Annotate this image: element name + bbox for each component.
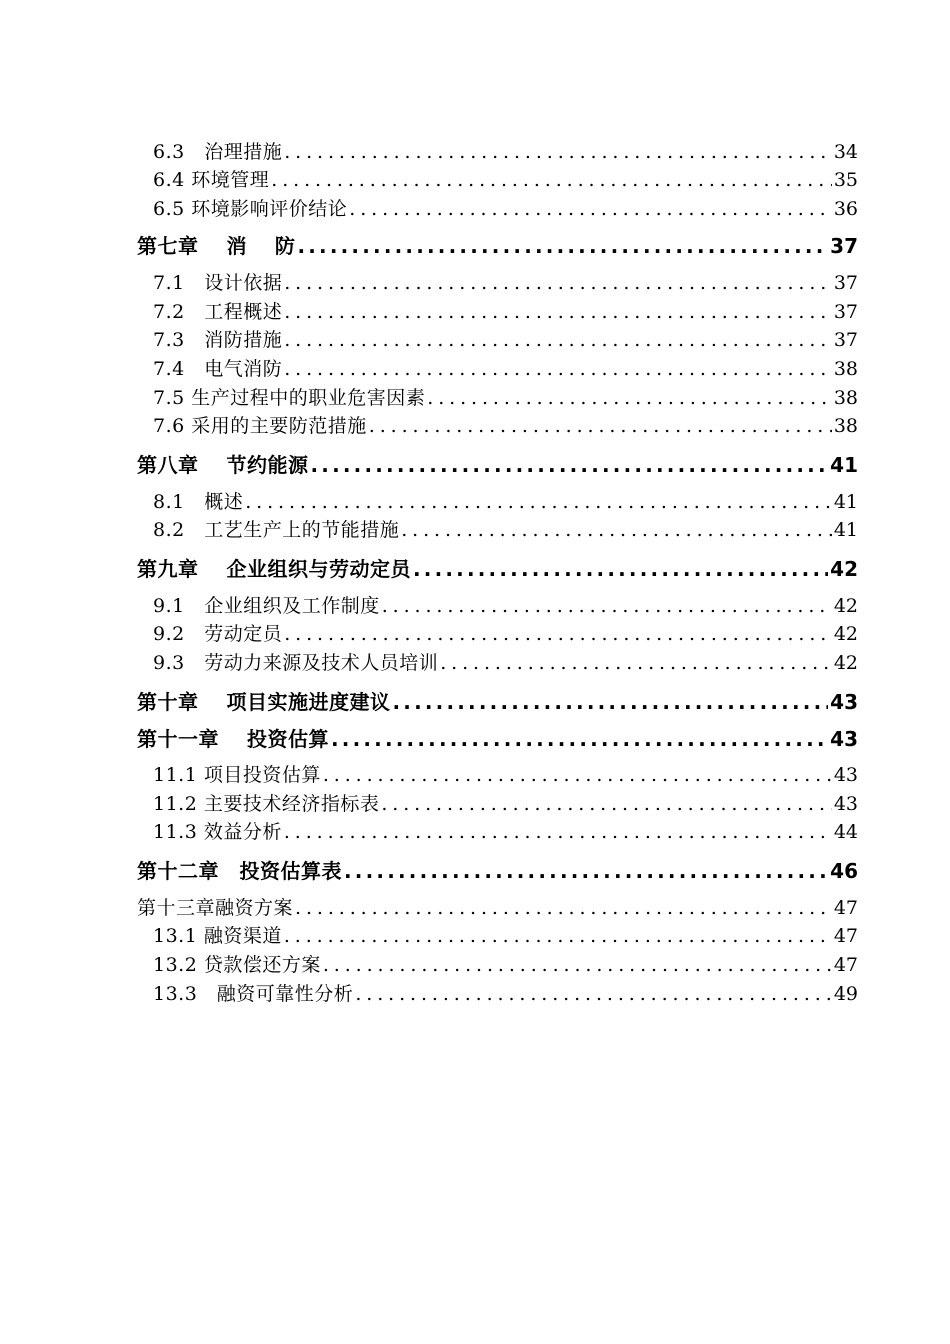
toc-entry-11-3[interactable] [153,819,858,845]
toc-entry-page: 47 [833,925,858,947]
toc-entry-9-2[interactable] [153,621,858,647]
toc-dot-leader [284,299,832,325]
toc-dot-leader [284,819,832,845]
toc-entry-9-1[interactable] [153,593,858,619]
toc-entry-title: 9.2 劳动定员 [153,623,283,645]
toc-entry-9-3[interactable] [153,650,858,676]
toc-dot-leader [295,895,832,921]
toc-entry-title: 13.2 贷款偿还方案 [153,954,321,976]
toc-entry-title: 8.1 概述 [153,491,244,513]
toc-chapter-title: 第十章 项目实施进度建议 [137,690,391,714]
toc-chapter-title: 第十三章融资方案 [137,897,294,919]
toc-chapter-page: 41 [830,453,858,477]
toc-dot-leader [392,687,828,717]
toc-entry-7-2[interactable] [153,299,858,325]
toc-entry-page: 41 [833,519,858,541]
toc-dot-leader [401,517,832,543]
toc-entry-11-1[interactable] [153,762,858,788]
toc-entry-title: 6.5 环境影响评价结论 [153,198,348,220]
toc-entry-8-2[interactable] [153,517,858,543]
toc-chapter-13[interactable] [137,895,858,921]
toc-dot-leader [331,724,828,754]
toc-dot-leader [284,923,832,949]
toc-entry-title: 7.4 电气消防 [153,358,283,380]
toc-entry-title: 11.3 效益分析 [153,821,282,843]
toc-entry-title: 7.2 工程概述 [153,301,283,323]
toc-chapter-title: 第十二章 投资估算表 [137,859,342,883]
toc-chapter-title: 第十一章 投资估算 [137,727,329,751]
toc-chapter-title: 第七章 消 防 [137,234,296,258]
toc-entry-page: 38 [833,358,858,380]
toc-entry-7-1[interactable] [153,270,858,296]
toc-entry-page: 49 [833,983,858,1005]
toc-dot-leader [284,327,832,353]
toc-chapter-page: 42 [830,557,858,581]
toc-chapter-7[interactable] [137,231,858,261]
toc-dot-leader [349,196,832,222]
toc-chapter-page: 43 [830,727,858,751]
toc-dot-leader [427,385,832,411]
toc-chapter-page: 46 [830,859,858,883]
toc-chapter-12[interactable] [137,856,858,886]
toc-entry-title: 6.3 治理措施 [153,141,283,163]
toc-chapter-9[interactable] [137,554,858,584]
toc-entry-6-5[interactable] [153,196,858,222]
toc-entry-page: 38 [833,387,858,409]
toc-entry-page: 47 [833,954,858,976]
toc-dot-leader [284,139,832,165]
toc-dot-leader [369,413,832,439]
toc-entry-7-3[interactable] [153,327,858,353]
toc-dot-leader [355,981,832,1007]
toc-entry-page: 34 [833,141,858,163]
toc-entry-page: 37 [833,272,858,294]
toc-entry-page: 41 [833,491,858,513]
toc-entry-8-1[interactable] [153,489,858,515]
toc-entry-page: 42 [833,652,858,674]
toc-entry-title: 9.1 企业组织及工作制度 [153,595,380,617]
toc-dot-leader [440,650,832,676]
toc-entry-title: 11.2 主要技术经济指标表 [153,793,380,815]
toc-chapter-page: 43 [830,690,858,714]
toc-entry-title: 9.3 劳动力来源及技术人员培训 [153,652,439,674]
toc-entry-page: 37 [833,301,858,323]
toc-entry-title: 7.3 消防措施 [153,329,283,351]
toc-entry-6-3[interactable] [153,139,858,165]
toc-entry-page: 38 [833,415,858,437]
toc-dot-leader [413,554,828,584]
toc-entry-title: 7.1 设计依据 [153,272,283,294]
toc-chapter-page: 37 [830,234,858,258]
toc-entry-page: 42 [833,623,858,645]
toc-entry-page: 43 [833,793,858,815]
toc-entry-title: 13.1 融资渠道 [153,925,282,947]
toc-dot-leader [284,356,832,382]
toc-dot-leader [382,593,832,619]
toc-entry-13-3[interactable] [153,981,858,1007]
toc-dot-leader [284,270,832,296]
toc-chapter-11[interactable] [137,724,858,754]
toc-chapter-10[interactable] [137,687,858,717]
toc-entry-13-2[interactable] [153,952,858,978]
toc-entry-11-2[interactable] [153,791,858,817]
toc-entry-page: 44 [833,821,858,843]
toc-entry-title: 7.5 生产过程中的职业危害因素 [153,387,426,409]
toc-entry-page: 43 [833,764,858,786]
toc-entry-13-1[interactable] [153,923,858,949]
toc-entry-7-6[interactable] [153,413,858,439]
toc-chapter-title: 第九章 企业组织与劳动定员 [137,557,411,581]
toc-entry-title: 11.1 项目投资估算 [153,764,321,786]
toc-dot-leader [271,167,832,193]
toc-entry-page: 37 [833,329,858,351]
toc-entry-6-4[interactable] [153,167,858,193]
toc-entry-page: 42 [833,595,858,617]
toc-entry-title: 7.6 采用的主要防范措施 [153,415,367,437]
toc-dot-leader [344,856,828,886]
toc-dot-leader [323,762,832,788]
toc-entry-title: 13.3 融资可靠性分析 [153,983,354,1005]
toc-dot-leader [381,791,831,817]
toc-dot-leader [245,489,832,515]
toc-dot-leader [323,952,832,978]
toc-entry-page: 36 [833,198,858,220]
toc-chapter-8[interactable] [137,450,858,480]
toc-entry-7-4[interactable] [153,356,858,382]
toc-entry-title: 8.2 工艺生产上的节能措施 [153,519,400,541]
toc-entry-title: 6.4 环境管理 [153,169,270,191]
toc-chapter-title: 第八章 节约能源 [137,453,309,477]
toc-entry-7-5[interactable] [153,385,858,411]
toc-dot-leader [284,621,832,647]
toc-entry-page: 35 [833,169,858,191]
toc-dot-leader [310,450,828,480]
toc-dot-leader [297,231,828,261]
toc-chapter-page: 47 [833,897,858,919]
